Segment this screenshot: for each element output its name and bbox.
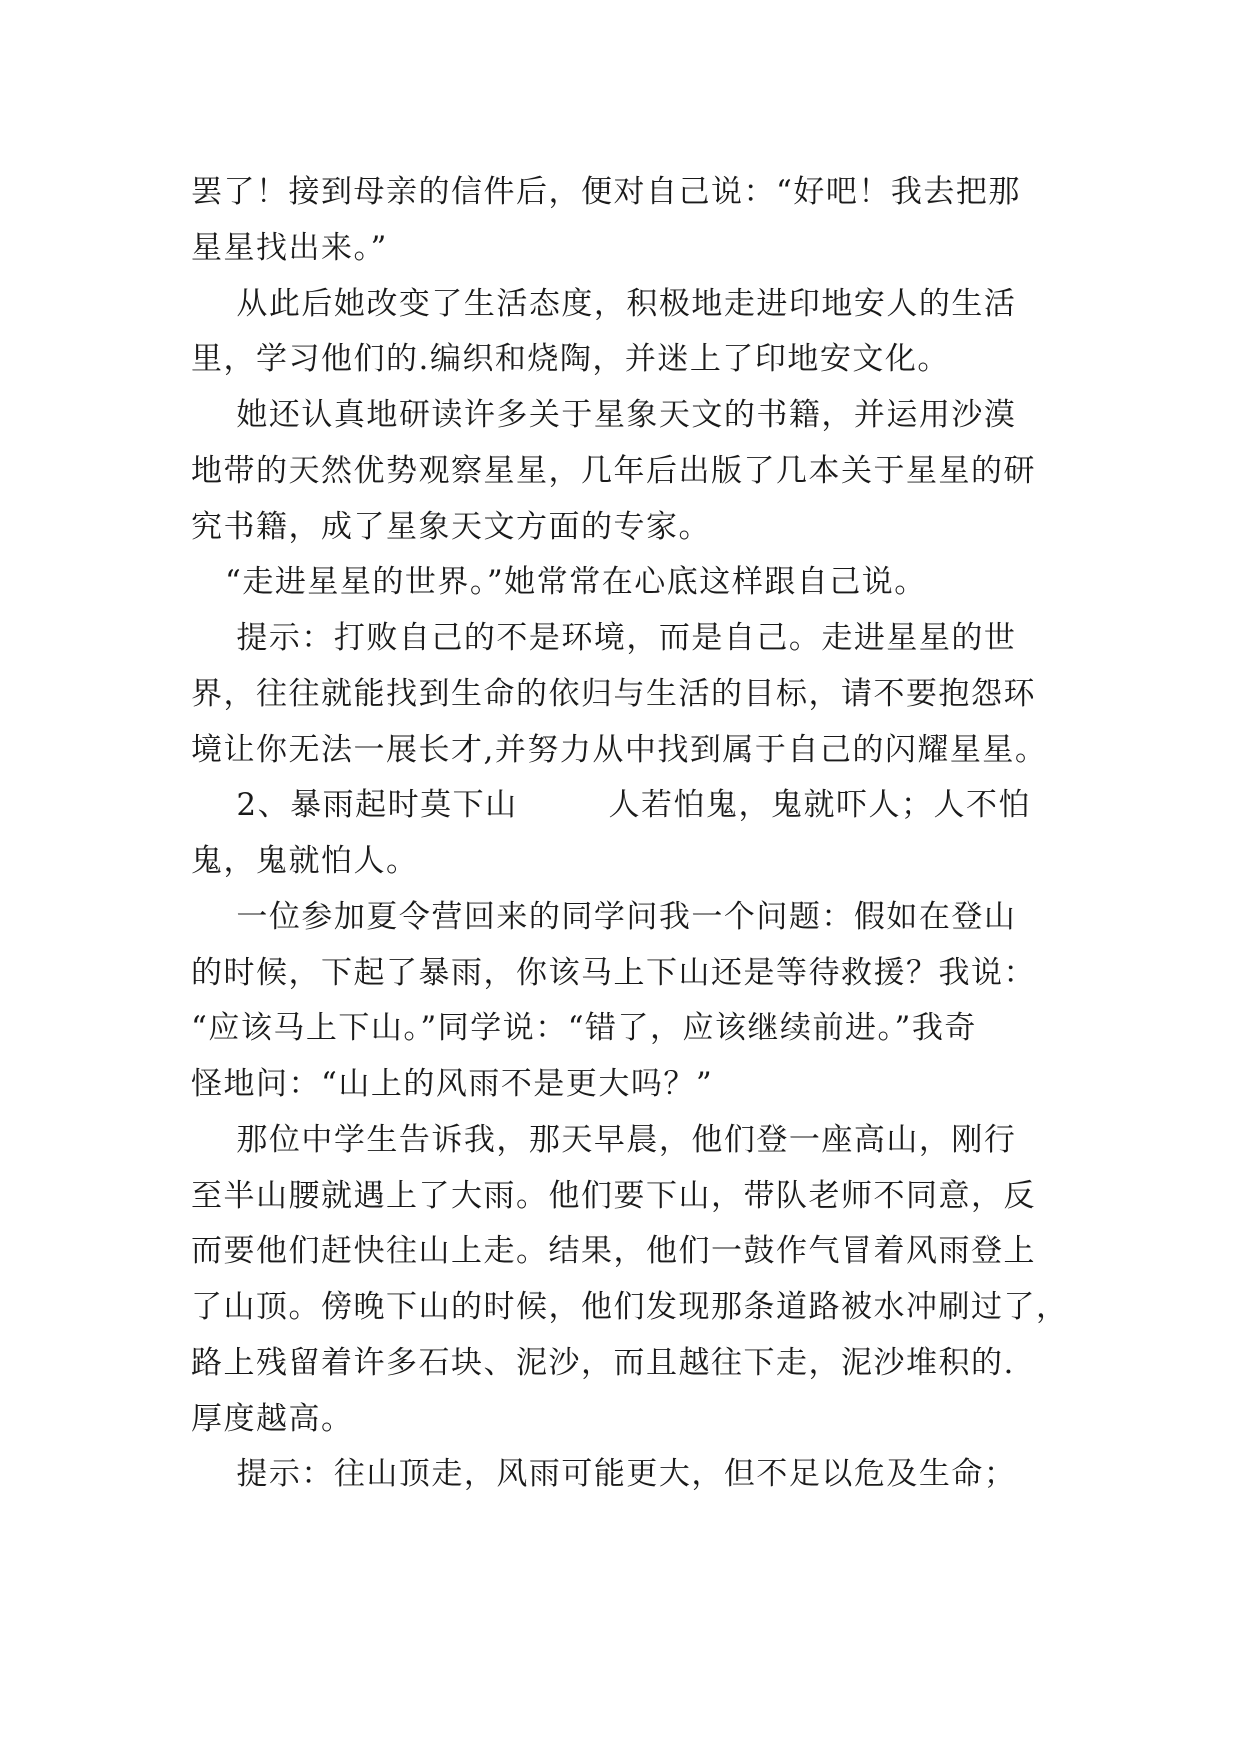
text-line: 境让你无法一展长才,并努力从中找到属于自己的闪耀星星。 <box>191 732 1048 768</box>
text-line: 至半山腰就遇上了大雨。他们要下山，带队老师不同意，反 <box>191 1178 1036 1214</box>
text-line: 究书籍，成了星象天文方面的专家。 <box>191 509 711 545</box>
text-line: 界，往往就能找到生命的依归与生活的目标，请不要抱怨环 <box>191 676 1036 712</box>
text-line: 那位中学生告诉我，那天早晨，他们登一座高山，刚行 <box>191 1122 1017 1158</box>
text-line: “走进星星的世界。”她常常在心底这样跟自己说。 <box>191 564 927 600</box>
text-line: 一位参加夏令营回来的同学问我一个问题：假如在登山 <box>191 899 1017 935</box>
text-line: 的时候，下起了暴雨，你该马上下山还是等待救援？我说： <box>191 955 1036 991</box>
text-line: 星星找出来。” <box>191 230 388 266</box>
text-line: 厚度越高。 <box>191 1401 354 1437</box>
text-line: 罢了！接到母亲的信件后，便对自己说：“好吧！我去把那 <box>191 174 1021 210</box>
text-line: 她还认真地研读许多关于星象天文的书籍，并运用沙漠 <box>191 397 1017 433</box>
text-line: 鬼，鬼就怕人。 <box>191 843 419 879</box>
text-line: 了山顶。傍晚下山的时候，他们发现那条道路被水冲刷过了， <box>191 1289 1069 1325</box>
text-line: 而要他们赶快往山上走。结果，他们一鼓作气冒着风雨登上 <box>191 1233 1036 1269</box>
text-line: 里，学习他们的.编织和烧陶，并迷上了印地安文化。 <box>191 341 950 377</box>
text-line: 路上残留着许多石块、泥沙，而且越往下走，泥沙堆积的. <box>191 1345 1015 1381</box>
text-line: 提示：往山顶走，风雨可能更大，但不足以危及生命； <box>191 1456 1017 1492</box>
text-line: 怪地问：“山上的风雨不是更大吗？” <box>191 1066 714 1102</box>
text-line: 2、暴雨起时莫下山 人若怕鬼，鬼就吓人；人不怕 <box>191 787 1031 823</box>
text-line: “应该马上下山。”同学说：“错了，应该继续前进。”我奇 <box>191 1010 977 1046</box>
text-line: 地带的天然优势观察星星，几年后出版了几本关于星星的研 <box>191 453 1036 489</box>
text-line: 从此后她改变了生活态度，积极地走进印地安人的生活 <box>191 286 1017 322</box>
text-line: 提示：打败自己的不是环境，而是自己。走进星星的世 <box>191 620 1017 656</box>
